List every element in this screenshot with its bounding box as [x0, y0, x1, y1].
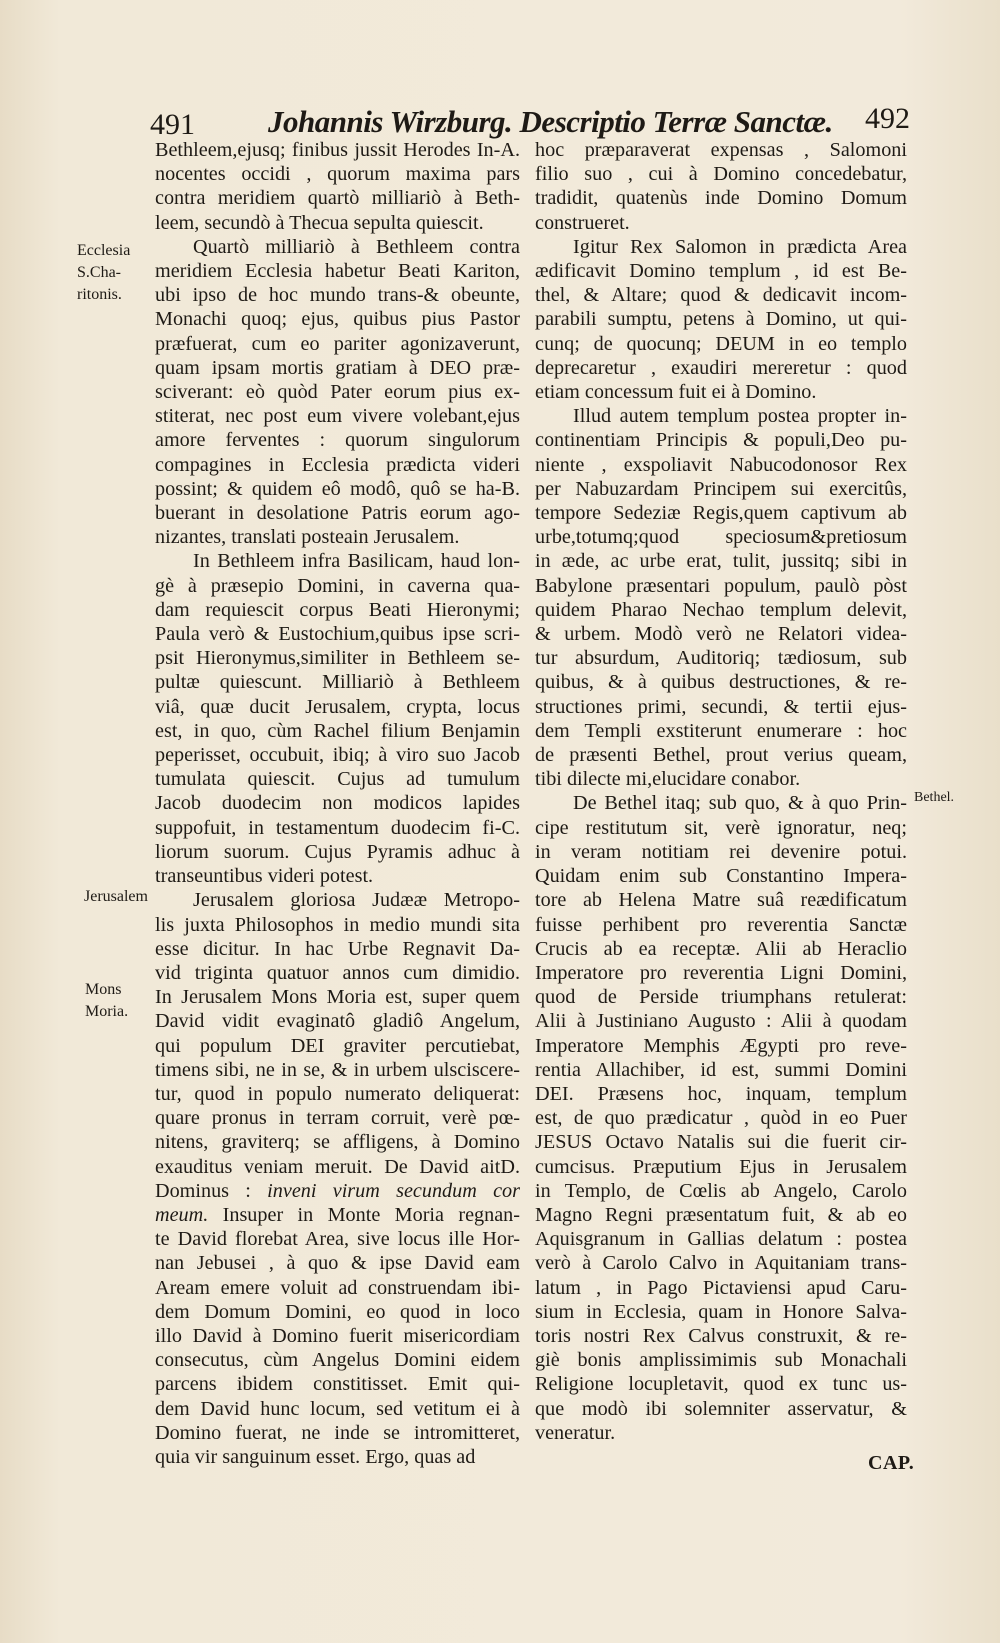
text-line: Alii à Justiniano Augusto : Alii à quodam — [535, 1010, 907, 1033]
text-line: quibus, & à quibus destructiones, & re- — [535, 671, 907, 694]
text-line: nocentes occidi , quorum maxima pars — [155, 163, 520, 186]
text-line: Illud autem templum postea propter in- — [573, 405, 907, 428]
text-line: in Templo, de Cœlis ab Angelo, Carolo — [535, 1179, 907, 1202]
text-line: In Bethleem infra Basilicam, haud lon- — [193, 550, 520, 573]
text-line: dem Domum Domini, eo quod in loco — [155, 1300, 520, 1323]
text-line: in æde, ac urbe erat, tulit, jussitq; sibi in — [535, 550, 907, 573]
text-line: nizantes, translati posteain Jerusalem. — [155, 526, 460, 549]
text-line: Paula verò & Eustochium,quibus ipse scri- — [155, 623, 520, 646]
text-line: tore ab Helena Matre suâ reædificatum — [535, 889, 907, 912]
text-line: dam requiescit corpus Beati Hieronymi; — [155, 598, 520, 621]
text-line: tempore Sedeziæ Regis,quem captivum ab — [535, 502, 907, 525]
text-line: David vidit evaginatô gladiô Angelum, — [155, 1010, 520, 1033]
text-line: cumcisus. Præputium Ejus in Jerusalem — [535, 1155, 907, 1178]
text-line: tur absurdum, Auditoriq; tædiosum, sub — [535, 647, 907, 670]
margin-note-bethel — [914, 787, 954, 809]
text-line: buerant in desolatione Patris eorum ago- — [155, 502, 520, 525]
text-line: peperisset, occubuit, ibiq; à viro suo Jacob — [155, 744, 520, 767]
text-line: amore ferventes : quorum singulorum — [155, 429, 520, 452]
text-line: Babylone præsentari populum, paulò pòst — [535, 574, 907, 597]
text-line: viâ, quæ ducit Jerusalem, crypta, locus — [155, 695, 520, 718]
text-line: parcens ibidem constitisset. Emit qui- — [155, 1373, 520, 1396]
text-line: Igitur Rex Salomon in prædicta Area — [573, 235, 907, 258]
text-line: stiterat, nec post eum vivere volebant,ejus — [155, 405, 520, 428]
margin-note-line: Moria. — [85, 1003, 129, 1020]
text-line: tur, quod in populo numerato deliquerat: — [155, 1082, 520, 1105]
text-line: sciverant: eò quòd Pater eorum pius ex- — [155, 381, 520, 404]
running-title: Johannis Wirzburg. Descriptio Terræ Sanctæ. — [268, 104, 833, 139]
text-line: illo David à Domino fuerit misericordiam — [155, 1324, 520, 1347]
text-line: hoc præparaverat expensas , Salomoni — [535, 139, 907, 161]
text-line: construeret. — [535, 211, 630, 234]
margin-note-line: Bethel. — [914, 790, 955, 805]
text-line: tumulata quiescit. Cujus ad tumulum — [155, 768, 520, 791]
text-line: JESUS Octavo Natalis sui die fuerit cir- — [535, 1131, 907, 1154]
text-line: rentia Allachiber, id est, summi Domini — [535, 1058, 907, 1081]
text-line: liorum suorum. Cujus Pyramis adhuc à — [155, 840, 520, 863]
text-line: dem David hunc locum, sed vetitum ei à — [155, 1397, 520, 1420]
text-line: structiones primi, secundi, & tertii ejus- — [535, 695, 907, 718]
text-line: ædificavit Domino templum , id est Be- — [535, 260, 907, 283]
text-line: Bethleem,ejusq; finibus jussit Herodes In-A. — [155, 139, 520, 161]
page-number-left: 491 — [150, 108, 195, 141]
text-line: psit Hieronymus,similiter in Bethleem se- — [155, 647, 520, 670]
right-column — [535, 138, 907, 1445]
text-line: nitens, graviterq; se affligens, à Domino — [155, 1131, 520, 1154]
text-line: quam ipsam mortis gratiam à DEO præ- — [155, 356, 520, 379]
text-line: Quartò milliariò à Bethleem contra — [193, 235, 520, 258]
text-line: lis juxta Philosophos in medio mundi sita — [155, 913, 520, 936]
margin-note-line: S.Cha- — [77, 264, 121, 281]
text-line: pultæ quiescunt. Milliariò à Bethleem — [155, 671, 520, 694]
text-line: est, in quo, cùm Rachel filium Benjamin — [155, 719, 520, 742]
text-line: possint; & quidem eô modô, quô se ha-B. — [155, 477, 520, 500]
text-line: ubi ipso de hoc mundo trans-& obeunte, — [155, 284, 520, 307]
text-line: Magno Regni præsentatum fuit, & ab eo — [535, 1203, 907, 1226]
text-line: Crucis ab ea receptæ. Alii ab Heraclio — [535, 937, 907, 960]
text-line: Quidam enim sub Constantino Impera- — [535, 865, 907, 888]
text-line: filio suo , cui à Domino concedebatur, — [535, 163, 907, 186]
text-line: continentiam Principis & populi,Deo pu- — [535, 429, 907, 452]
text-line: cunq; de quocunq; DEUM in eo templo — [535, 332, 907, 355]
text-line: præfuerat, cum eo pariter agonizaverunt, — [155, 332, 520, 355]
text-line: quod de Perside triumphans retulerat: — [535, 986, 907, 1009]
text-line: tradidit, quatenùs inde Domino Domum — [535, 187, 907, 210]
text-line: toris nostri Rex Calvus construxit, & re- — [535, 1324, 907, 1347]
catchword: CAP. — [868, 1452, 915, 1474]
text-line: latum , in Pago Pictaviensi apud Caru- — [535, 1276, 907, 1299]
text-line: dem Templi exstiterunt enumerare : hoc — [535, 719, 907, 742]
text-line: De Bethel itaq; sub quo, & à quo Prin- — [573, 792, 907, 815]
margin-note-line: Jerusalem — [84, 888, 148, 905]
page-number-right: 492 — [865, 102, 910, 135]
text-line: fuisse perhibent pro reverentia Sanctæ — [535, 913, 907, 936]
text-line: que modò ibi solemniter asservatur, & — [535, 1397, 907, 1420]
text-line: Imperatore pro reverentia Ligni Domini, — [535, 961, 907, 984]
text-line: niente , exspoliavit Nabucodonosor Rex — [535, 453, 907, 476]
text-line: Aquisgranum in Gallias delatum : postea — [535, 1228, 907, 1251]
left-column — [155, 138, 520, 1469]
text-line: sium in Ecclesia, quam in Honore Salva- — [535, 1300, 907, 1323]
margin-note-line: ritonis. — [77, 286, 122, 303]
text-line: suppofuit, in testamentum duodecim fi-C. — [155, 816, 520, 839]
text-line: Aream emere voluit ad construendam ibi- — [155, 1276, 520, 1299]
text-line: deprecaretur , exaudiri mereretur : quod — [535, 356, 907, 379]
text-line: nan Jebusei , à quo & ipse David eam — [155, 1252, 520, 1275]
text-line: Religione locupletavit, quod ex tunc us- — [535, 1373, 907, 1396]
text-line: Domino fuerat, ne inde se intromitteret, — [155, 1421, 520, 1444]
text-line: te David florebat Area, sive locus ille Hor- — [155, 1228, 520, 1251]
text-line: quare pronus in terram corruit, verè pœ- — [155, 1107, 520, 1130]
text-line: tibi dilecte mi,elucidare conabor. — [535, 768, 801, 791]
text-line: vid triginta quatuor annos cum dimidio. — [155, 961, 520, 984]
text-line: veneratur. — [535, 1421, 616, 1444]
text-line: Jerusalem gloriosa Judææ Metropo- — [193, 889, 520, 912]
margin-note-jerusalem — [84, 886, 148, 908]
text-line: quidem Pharao Nechao templum delevit, — [535, 598, 907, 621]
text-line: DEI. Præsens hoc, inquam, templum — [535, 1082, 907, 1105]
text-line: transeuntibus videri potest. — [155, 865, 374, 888]
margin-note-line: Mons — [85, 981, 122, 998]
text-line: consecutus, cùm Angelus Domini eidem — [155, 1349, 520, 1372]
text-line: In Jerusalem Mons Moria est, super quem — [155, 986, 520, 1009]
text-line: verò à Carolo Calvo in Aquitaniam trans- — [535, 1252, 907, 1275]
text-line: urbe,totumq;quod speciosum&pretiosum — [535, 526, 907, 549]
text-line: cipe restitutum sit, verè ignoratur, neq; — [535, 816, 907, 839]
text-line: timens sibi, ne in se, & in urbem ulsciscere- — [155, 1058, 520, 1081]
text-line: meum. Insuper in Monte Moria regnan- — [155, 1203, 520, 1226]
text-line: etiam concessum fuit ei à Domino. — [535, 381, 817, 404]
text-line: esse dicitur. In hac Urbe Regnavit Da- — [155, 937, 520, 960]
text-line: meridiem Ecclesia habetur Beati Kariton, — [155, 260, 520, 283]
text-line: Jacob duodecim non modicos lapides — [155, 792, 520, 815]
text-line: Monachi quoq; ejus, quibus pius Pastor — [155, 308, 520, 331]
text-line: quia vir sanguinum esset. Ergo, quas ad — [155, 1445, 476, 1468]
text-line: gè à præsepio Domini, in caverna qua- — [155, 574, 520, 597]
text-line: thel, & Altare; quod & dedicavit incom- — [535, 284, 907, 307]
text-line: giè bonis amplissimimis sub Monachali — [535, 1349, 907, 1372]
text-line: per Nabuzardam Principem sui exercitûs, — [535, 477, 907, 500]
text-line: compagines in Ecclesia prædicta videri — [155, 453, 520, 476]
text-line: parabili sumptu, petens à Domino, ut qui- — [535, 308, 907, 331]
margin-note-mons-moria — [85, 979, 128, 1023]
text-line: in veram notitiam rei devenire potui. — [535, 840, 907, 863]
text-line: exauditus veniam meruit. De David aitD. — [155, 1155, 520, 1178]
text-line: Imperatore Memphis Ægypti pro reve- — [535, 1034, 907, 1057]
text-line: de præsenti Bethel, prout verius queam, — [535, 744, 907, 767]
text-line: qui populum DEI graviter percutiebat, — [155, 1034, 520, 1057]
text-line: leem, secundò à Thecua sepulta quiescit. — [155, 211, 484, 234]
text-line: & urbem. Modò verò ne Relatori videa- — [535, 623, 907, 646]
text-line: Dominus : inveni virum secundum cor — [155, 1179, 520, 1202]
text-line: est, de quo prædicatur , quòd in eo Puer — [535, 1107, 907, 1130]
text-line: contra meridiem quartò milliariò à Beth- — [155, 187, 520, 210]
margin-note-ecclesia — [77, 240, 130, 306]
margin-note-line: Ecclesia — [77, 242, 131, 259]
